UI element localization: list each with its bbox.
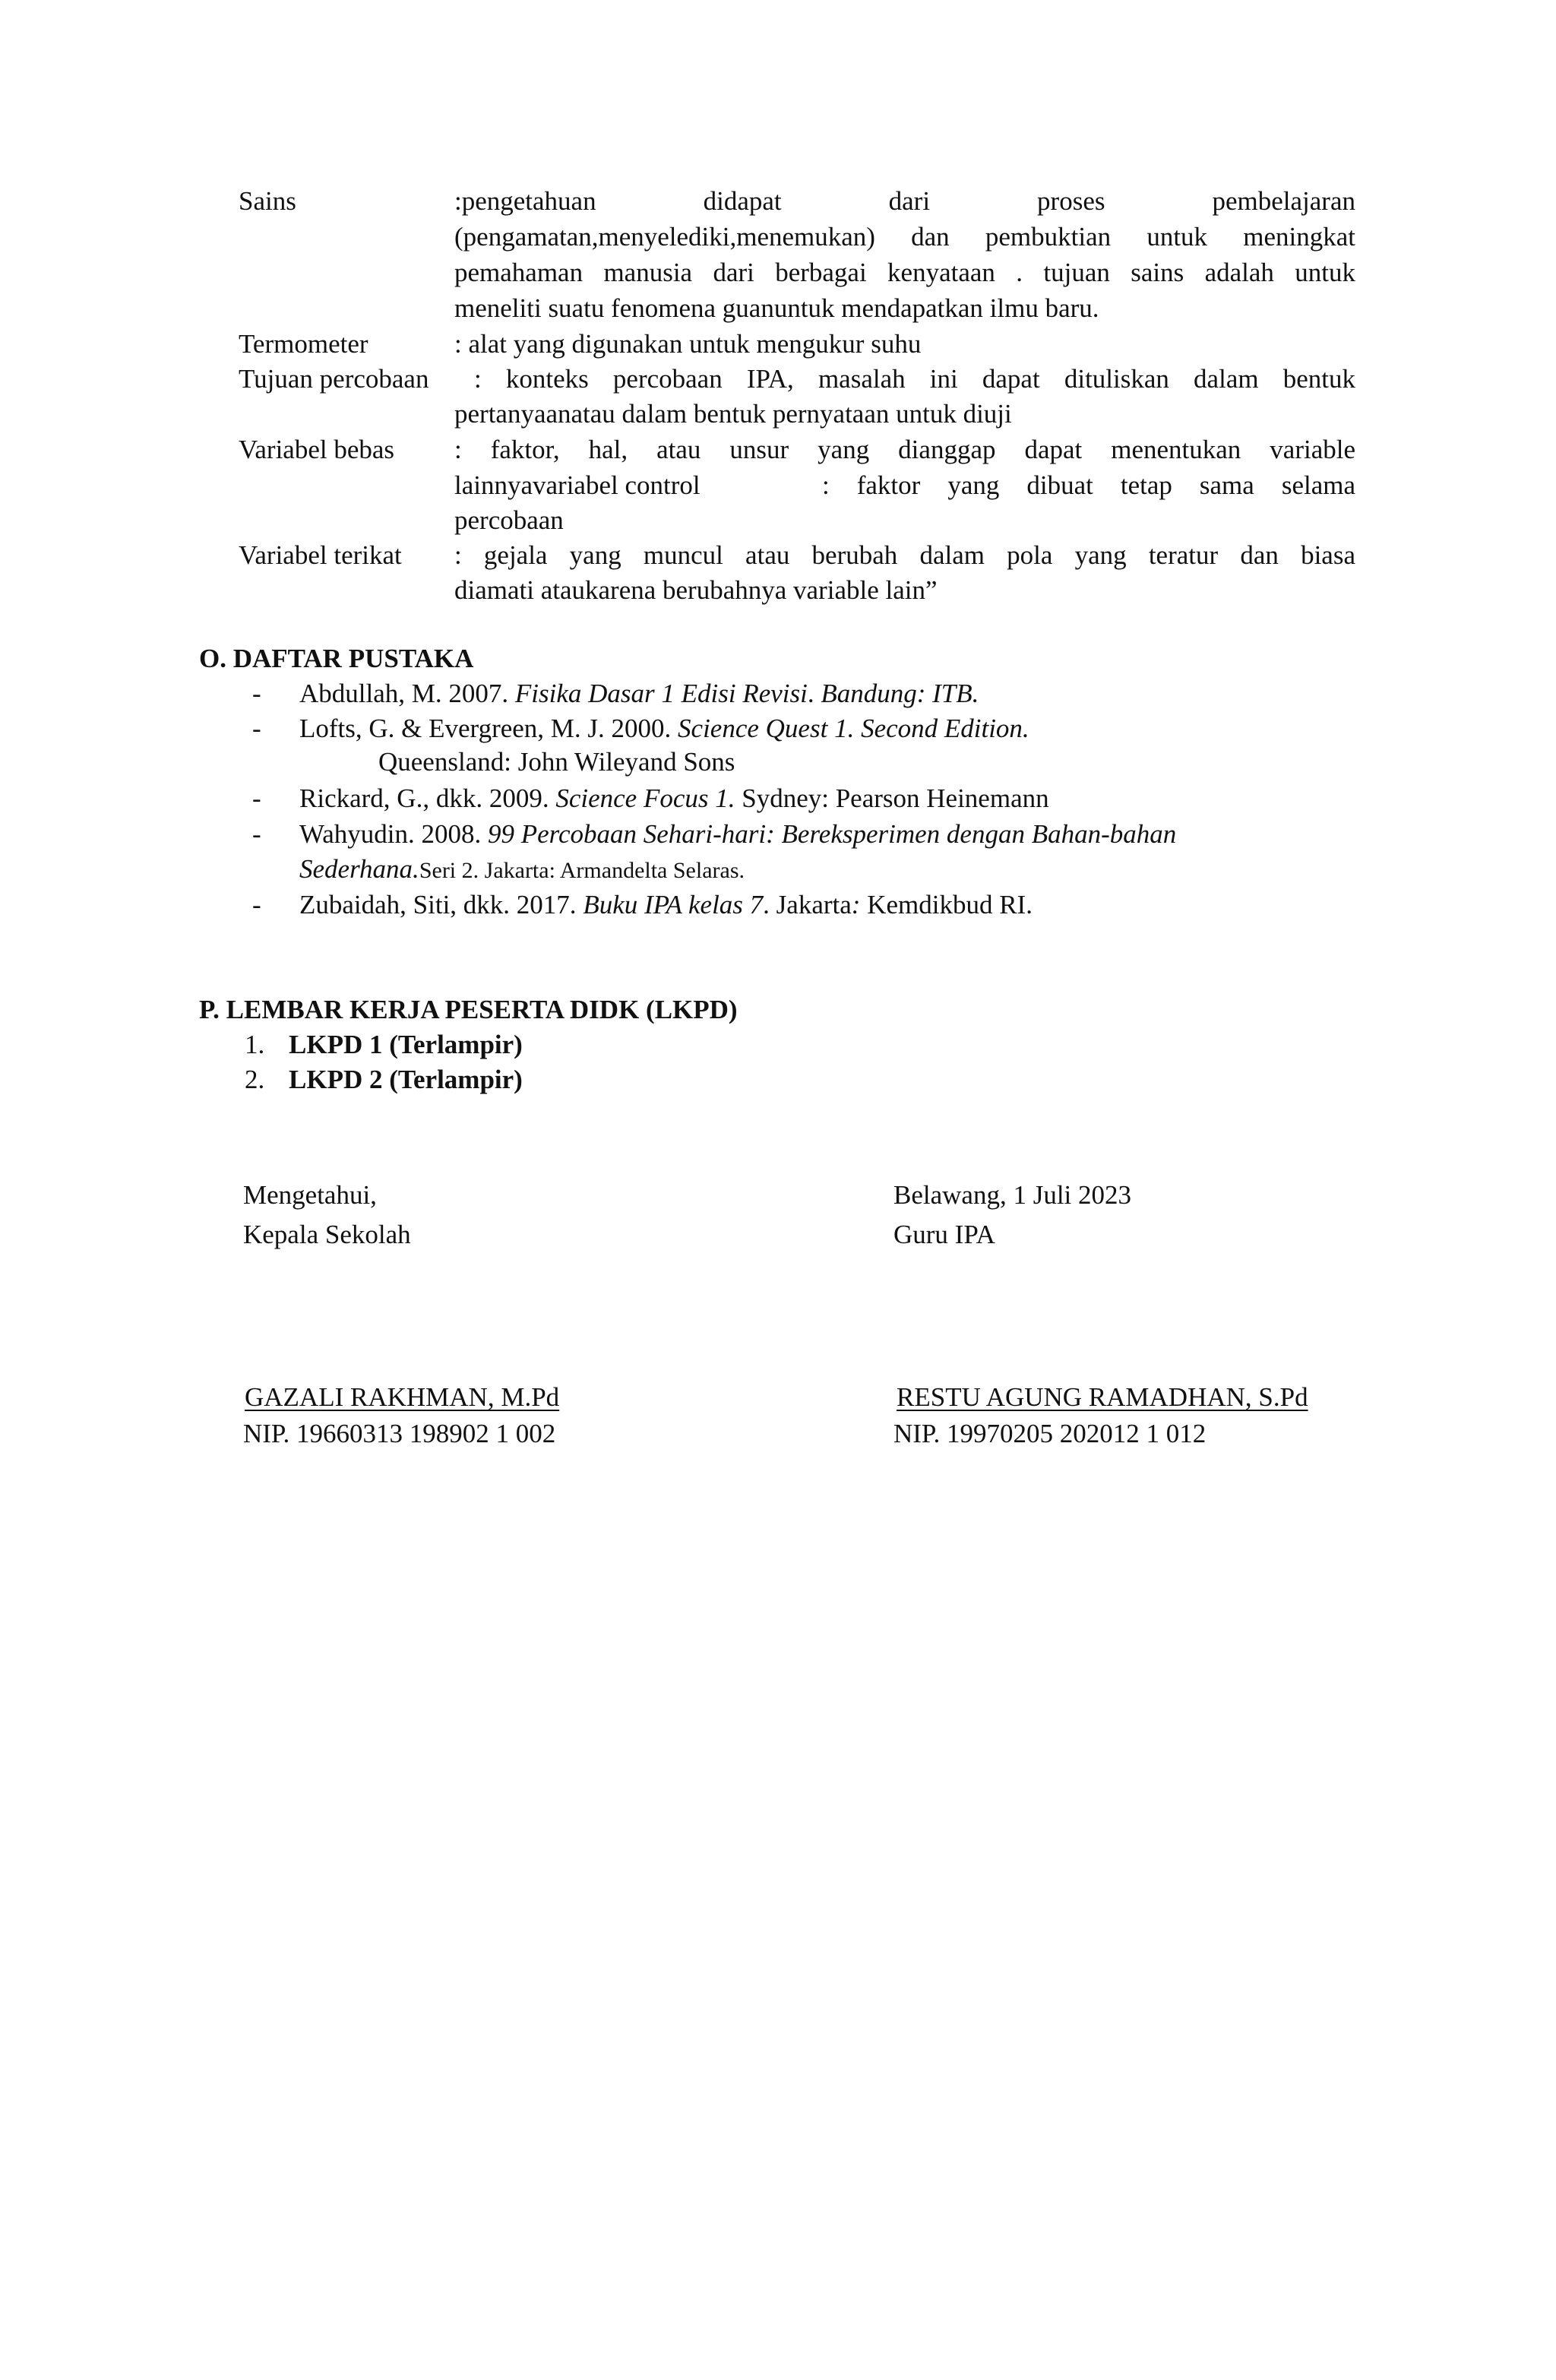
reference-item-continuation: Sederhana.Seri 2. Jakarta: Armandelta Selaras. — [299, 854, 745, 884]
glossary-def-variabel-terikat-line2: diamati ataukarena berubahnya variable lain” — [454, 575, 938, 605]
principal-name: GAZALI RAKHMAN, M.Pd — [245, 1382, 560, 1412]
acknowledgement-label: Mengetahui, — [243, 1180, 377, 1210]
list-bullet: - — [252, 819, 261, 849]
reference-item: Zubaidah, Siti, dkk. 2017. Buku IPA kelas 7. Jakarta: Kemdikbud RI. — [299, 890, 1033, 919]
glossary-def-sains-line4: meneliti suatu fenomena guanuntuk mendapatkan ilmu baru. — [454, 293, 1099, 323]
lkpd-item: LKPD 2 (Terlampir) — [289, 1065, 523, 1094]
glossary-def-sains-line1: :pengetahuan didapat dari proses pembelajaran — [454, 186, 1355, 216]
glossary-def-variabel-terikat-line1: : gejala yang muncul atau berubah dalam pola yang teratur dan biasa — [454, 540, 1355, 570]
principal-nip: NIP. 19660313 198902 1 002 — [243, 1419, 556, 1448]
glossary-def-tujuan-line1: : konteks percobaan IPA, masalah ini dapat dituliskan dalam bentuk — [474, 364, 1355, 394]
lkpd-heading: P. LEMBAR KERJA PESERTA DIDK (LKPD) — [199, 995, 738, 1024]
list-bullet: - — [252, 714, 261, 743]
list-number: 1. — [245, 1030, 265, 1059]
glossary-def-sains-line2: (pengamatan,menyelediki,menemukan) dan pembuktian untuk meningkat — [454, 222, 1355, 252]
daftar-pustaka-heading: O. DAFTAR PUSTAKA — [199, 644, 474, 673]
reference-item: Rickard, G., dkk. 2009. Science Focus 1. Sydney: Pearson Heinemann — [299, 783, 1049, 813]
list-bullet: - — [252, 783, 261, 813]
glossary-def-sains-line3: pemahaman manusia dari berbagai kenyataan . tujuan sains adalah untuk — [454, 258, 1355, 287]
reference-item-continuation: Queensland: John Wileyand Sons — [378, 747, 735, 777]
glossary-def-variabel-bebas-line3: percobaan — [454, 505, 564, 535]
glossary-term-variabel-terikat: Variabel terikat — [239, 540, 402, 570]
list-bullet: - — [252, 679, 261, 708]
principal-role: Kepala Sekolah — [243, 1220, 411, 1249]
glossary-term-variabel-bebas: Variabel bebas — [239, 435, 395, 464]
teacher-name: RESTU AGUNG RAMADHAN, S.Pd — [897, 1382, 1308, 1412]
teacher-role: Guru IPA — [893, 1220, 995, 1249]
lkpd-item: LKPD 1 (Terlampir) — [289, 1030, 523, 1059]
glossary-def-variabel-bebas-line1: : faktor, hal, atau unsur yang dianggap dapat menentukan variable — [454, 435, 1355, 464]
place-date: Belawang, 1 Juli 2023 — [893, 1180, 1132, 1210]
reference-item: Lofts, G. & Evergreen, M. J. 2000. Science Quest 1. Second Edition. — [299, 714, 1029, 743]
teacher-nip: NIP. 19970205 202012 1 012 — [893, 1419, 1207, 1448]
glossary-def-tujuan-line2: pertanyaanatau dalam bentuk pernyataan untuk diuji — [454, 399, 1012, 429]
list-number: 2. — [245, 1065, 265, 1094]
reference-item: Wahyudin. 2008. 99 Percobaan Sehari-hari: Bereksperimen dengan Bahan-bahan — [299, 819, 1177, 849]
glossary-def-variabel-control: : faktor yang dibuat tetap sama selama — [822, 470, 1355, 500]
glossary-term-termometer: Termometer — [239, 329, 368, 359]
reference-item: Abdullah, M. 2007. Fisika Dasar 1 Edisi Revisi. Bandung: ITB. — [299, 679, 979, 708]
glossary-def-termometer: : alat yang digunakan untuk mengukur suhu — [454, 329, 922, 359]
list-bullet: - — [252, 890, 261, 919]
glossary-term-sains: Sains — [239, 186, 296, 216]
glossary-term-tujuan: Tujuan percobaan — [239, 364, 429, 394]
glossary-def-variabel-bebas-line2a: lainnyavariabel control — [454, 470, 701, 500]
